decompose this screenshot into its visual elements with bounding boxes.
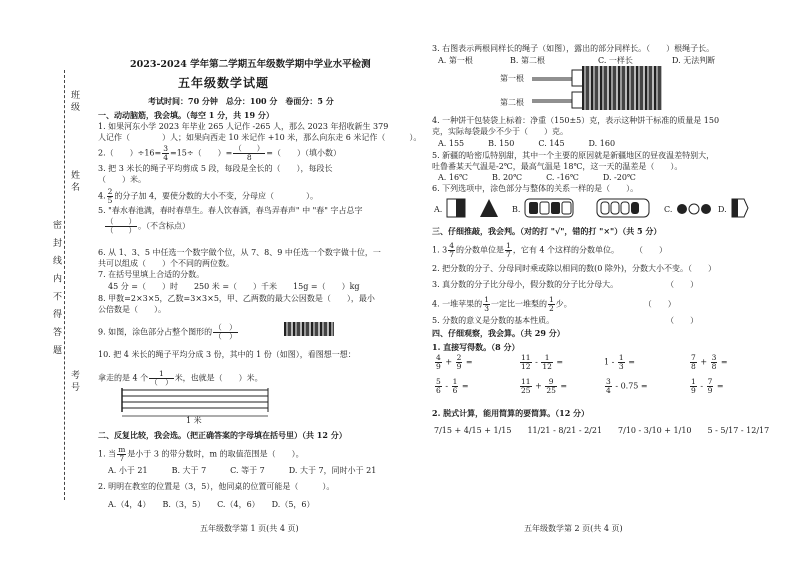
choice-6: 6. 下列选项中，涂色部分与整体的关系一样的是（ ）。: [432, 184, 639, 193]
q2-fraction-1: $\frac{3}{4}$: [163, 144, 168, 162]
choice-6-option-c-label: C.: [664, 205, 673, 214]
calc-item: $\frac{1}{9}$ - $\frac{7}{9}$ =: [691, 377, 724, 395]
choice-3-option-a: A. 第一根: [438, 56, 473, 65]
choice-3-option-d: D. 无法判断: [672, 56, 716, 65]
choice-6-option-b: B.: [512, 205, 521, 214]
q5-line-b: $\frac{( )}{( )}$ 。（不含标点）: [106, 217, 190, 235]
q3-line-a: 3. 把 3 米长的绳子平均剪成 5 段，每段是全长的（ ），每段长: [98, 164, 333, 173]
calc-item: $\frac{3}{4}$ - 0.75 =: [606, 377, 648, 395]
q9-shaded-figure: [284, 322, 334, 336]
section-3-header: 三、仔细推敲，我会判。（对的打 "√"，错的打 "×"）（共 5 分）: [432, 226, 662, 236]
calc-item: 1 - $\frac{1}{3}$ =: [604, 353, 635, 371]
choice-1: 1. 当 $\frac{m}{7}$ 是小于 3 的带分数时，m 的取值范围是（ ）。: [98, 445, 304, 463]
choice-6-figure-d: [674, 199, 714, 219]
section-2-header: 二、反复比较，我会选。（把正确答案的字母填在括号里）（共 12 分）: [98, 430, 347, 440]
seal-line: [64, 70, 65, 500]
choice-1-fraction: $\frac{m}{7}$: [118, 445, 126, 463]
rope-1-label: 第一根: [500, 74, 524, 83]
binding-text: 密 封 线 内 不 得 答 题: [51, 220, 61, 358]
section-4-part-1: 1. 直接写得数。（8 分）: [432, 342, 520, 352]
choice-6-figure-d-shape: [728, 197, 752, 219]
judge-3: 3. 真分数的分子比分母小，假分数的分子比分母大。 （ ）: [432, 280, 699, 289]
q4-fraction: $\frac{2}{5}$: [107, 187, 113, 205]
page-2: [420, 0, 794, 562]
calc-row-2: [434, 378, 774, 402]
q2-fraction-2: $\frac{( )}{8}$: [234, 144, 265, 162]
binding-margin: [46, 70, 82, 500]
q10-scale-label: 1 米: [186, 416, 202, 425]
q4: 4. $\frac{2}{5}$ 的分子加 4，要使分数的大小不变，分母应（ ）。: [98, 187, 319, 205]
calc-row-1: [434, 354, 774, 378]
choice-6-figure-c: [596, 197, 652, 219]
calc-item: $\frac{11}{25}$ + $\frac{9}{25}$ =: [521, 377, 568, 395]
choice-4-options: A. 155 B. 150 C. 145 D. 160: [438, 139, 616, 148]
choice-6-figure-a: [446, 197, 498, 219]
q1-line-b: 人记作（ ）人；如果向西走 10 米记作 +10 米，那么向东走 6 米记作（ ）。: [98, 133, 422, 142]
judge-2: 2. 把分数的分子、分母同时乘或除以相同的数(0 除外)，分数大小不变。（ ）: [432, 264, 717, 273]
q5-line-a: 5. "春水春池满，春时春草生。春人饮春酒，春鸟弄春声" 中 "春" 字占总字: [98, 206, 363, 215]
choice-5-line-a: 5. 新疆的哈密瓜特别甜，其中一个主要的原因就是新疆地区的昼夜温差特别大，: [432, 151, 715, 160]
judge-1: 1. 3 $\frac{4}{7}$ 的分数单位是 $\frac{1}{7}$ ，它有 4 个这样的分数单位。 （ ）: [432, 241, 668, 259]
choice-4-line-a: 4. 一种饼干包装袋上标着：净重（150±5）克，表示这种饼干标准的质量是 150: [432, 116, 720, 125]
q2: [98, 145, 341, 162]
q6-line-b: 共可以组成（ ）个不同的两位数。: [98, 259, 234, 268]
choice-2-options: A.（4，4） B.（3，5） C.（4，6） D.（5，6）: [108, 500, 315, 509]
q10-line-b: 拿走的是 4 个 $\frac{1}{( )}$ 米，也就是（ ）米。: [98, 369, 263, 387]
calc-row-3: 7/15 + 4/15 + 1/15 11/21 - 8/21 - 2/21 7/10 - 3/10 + 1/10 5 - 5/17 - 12/17: [434, 426, 770, 435]
choice-6-option-d: D.: [718, 205, 727, 214]
choice-5-line-b: 吐鲁番某天气温是-2℃，最高气温是 18℃，这一天的温差是（ ）。: [432, 162, 683, 171]
judge-1-fraction-b: $\frac{1}{7}$: [506, 241, 511, 259]
section-4-part-2: 2. 脱式计算，能用简算的要简算。（12 分）: [432, 408, 590, 418]
judge-1-fraction-a: $\frac{4}{7}$: [449, 241, 455, 259]
binding-label-id: 考号: [69, 370, 79, 394]
q8-line-a: 8. 甲数=2×3×5，乙数=3×3×5，甲、乙两数的最大公因数是（ ），最小: [98, 294, 375, 303]
q9-fraction: $\frac{( )}{( )}$: [214, 323, 237, 341]
section-1-header: 一、动动脑筋，我会填。（每空 1 分，共 19 分）: [98, 110, 274, 120]
choice-5-options: A. 16℃ B. 20℃ C. -16℃ D. -20℃: [438, 173, 636, 182]
binding-label-name: 姓名: [69, 170, 79, 194]
judge-4: 4. 一堆苹果的 $\frac{1}{3}$ 一定比一堆梨的 $\frac{1}{2}$ 少。 （ ）: [432, 295, 676, 313]
q7: 7. 在括号里填上合适的分数。: [98, 270, 205, 279]
choice-3-option-c: C. 一样长: [598, 56, 633, 65]
calc-item: $\frac{5}{6}$ - $\frac{1}{6}$ =: [436, 377, 469, 395]
q10-line-a: 10. 把 4 米长的绳子平均分成 3 份，其中的 1 份（如图），看图想一想：: [98, 350, 356, 359]
q8-line-b: 公倍数是（ ）。: [98, 305, 166, 314]
q2-part-b: =15÷（ ）=: [170, 148, 233, 158]
page-1-footer: 五年级数学第 1 页(共 4 页): [200, 524, 299, 533]
exam-title: 2023-2024 学年第二学期五年级数学期中学业水平检测: [130, 59, 371, 70]
choice-3: 3. 右图表示两根同样长的绳子（如图），露出的部分同样长。（ ）根绳子长。: [432, 44, 715, 53]
q1-line-a: 1. 如果河东小学 2023 年毕业 265 人记作 -265 人，那么 2023 年招收新生 379: [98, 122, 389, 131]
choice-6-option-a: A.: [434, 205, 443, 214]
choice-1-options: A. 小于 21 B. 大于 7 C. 等于 7 D. 大于 7，同时小于 21: [108, 466, 377, 475]
choice-2: 2. 明明在教室的位置是（3，5），他同桌的位置可能是（ ）。: [98, 482, 335, 491]
exam-info: 考试时间：70 分钟 总分：100 分 卷面分：5 分: [148, 96, 334, 106]
judge-4-fraction-a: $\frac{1}{3}$: [484, 295, 489, 313]
q9: 9. 如图，涂色部分占整个图形的 $\frac{( )}{( )}$: [98, 323, 237, 341]
choice-3-option-b: B. 第二根: [510, 56, 545, 65]
calc-item: $\frac{11}{12}$ - $\frac{1}{12}$ =: [521, 353, 564, 371]
q2-part-c: =（ ）（填小数）: [266, 148, 341, 158]
q7-items: 45 分 =（ ）时 250 米 =（ ）千米 15g =（ ）kg: [108, 282, 360, 291]
choice-6-figure-b: [524, 197, 576, 219]
calc-item: $\frac{4}{9}$ + $\frac{2}{9}$ =: [436, 353, 473, 371]
q10-fraction: $\frac{1}{( )}$: [150, 369, 173, 387]
q3-line-b: （ ）米。: [98, 175, 146, 184]
rope-photo: [582, 66, 662, 110]
binding-label-class: 班级: [69, 90, 79, 114]
section-4-header: 四、仔细观察，我会算。（共 29 分）: [432, 328, 565, 338]
q6-line-a: 6. 从 1、3、5 中任选一个数字做个位，从 7、8、9 中任选一个数字做十位，一: [98, 248, 381, 257]
q5-fraction: $\frac{( )}{( )}$: [106, 217, 136, 235]
calc-item: $\frac{7}{8}$ + $\frac{3}{8}$ =: [691, 353, 728, 371]
judge-4-fraction-b: $\frac{1}{2}$: [548, 295, 554, 313]
choice-4-line-b: 克，实际每袋最少不少于（ ）克。: [432, 127, 568, 136]
rope-2-label: 第二根: [500, 98, 524, 107]
page-2-footer: 五年级数学第 2 页(共 4 页): [524, 524, 623, 533]
q2-part-a: 2.（ ）÷16=: [98, 148, 162, 158]
judge-5: 5. 分数的意义是分数的基本性质。 （ ）: [432, 316, 699, 325]
subject-title: 五年级数学试题: [178, 76, 270, 90]
